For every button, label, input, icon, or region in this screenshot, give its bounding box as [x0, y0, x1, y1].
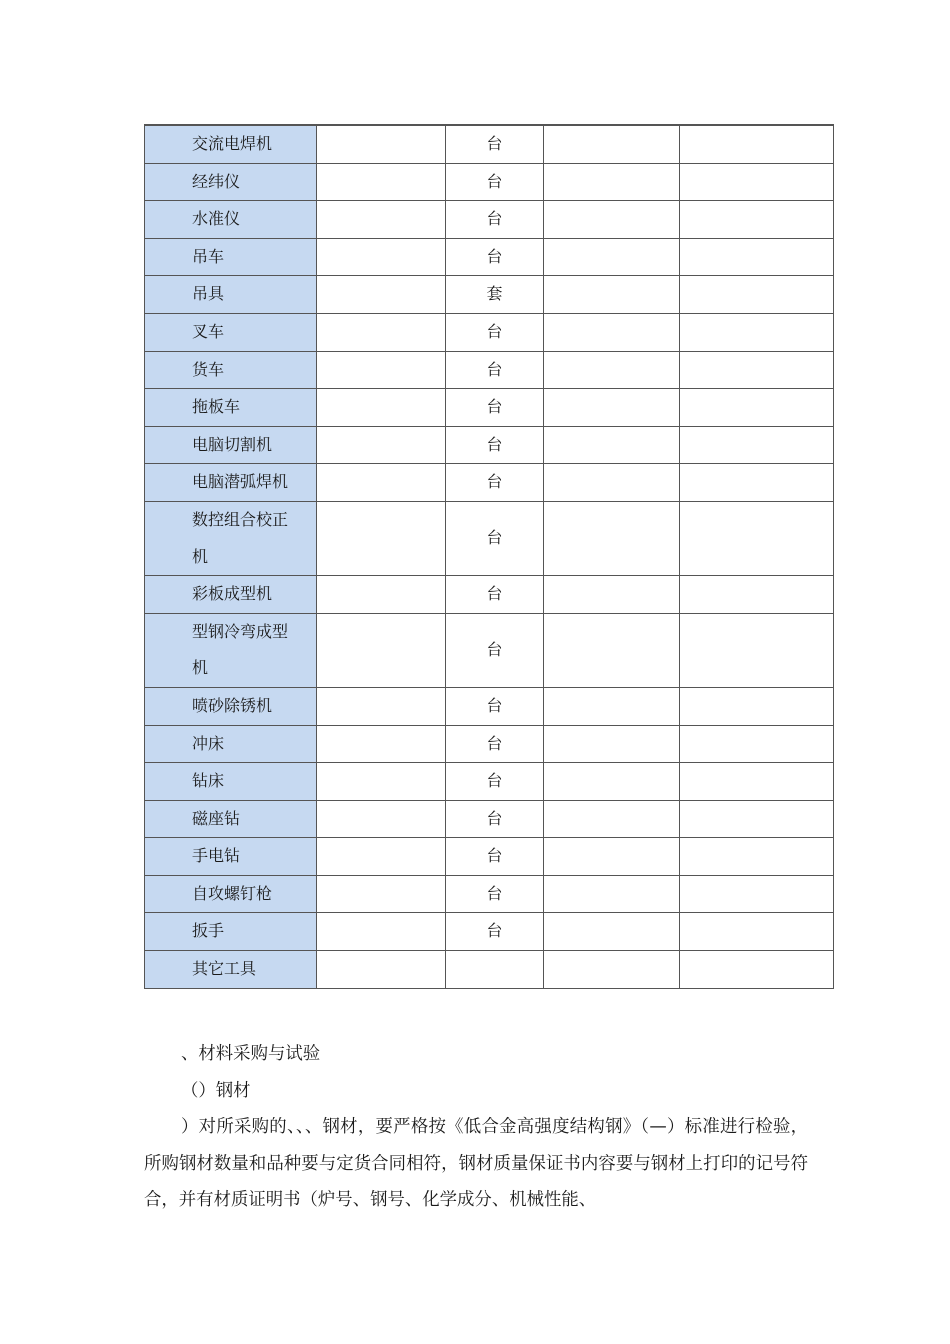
- equipment-name-cell: 吊具: [145, 276, 317, 314]
- spec-cell: [317, 163, 446, 201]
- remark-cell: [680, 201, 834, 239]
- unit-cell: 台: [446, 389, 544, 427]
- unit-cell: 台: [446, 875, 544, 913]
- remark-cell: [680, 800, 834, 838]
- equipment-name-cell: 其它工具: [145, 951, 317, 989]
- remark-cell: [680, 464, 834, 502]
- quantity-cell: [544, 800, 680, 838]
- table-row: [145, 951, 834, 989]
- table-row: [145, 126, 834, 164]
- spec-cell: [317, 800, 446, 838]
- remark-cell: [680, 838, 834, 876]
- unit-cell: 台: [446, 725, 544, 763]
- equipment-name-cell: 数控组合校正机: [145, 501, 317, 575]
- unit-cell: 台: [446, 913, 544, 951]
- table-row: [145, 838, 834, 876]
- unit-cell: 台: [446, 763, 544, 801]
- quantity-cell: [544, 426, 680, 464]
- unit-cell: 台: [446, 838, 544, 876]
- remark-cell: [680, 426, 834, 464]
- table-row: [145, 875, 834, 913]
- unit-cell: 台: [446, 351, 544, 389]
- equipment-table-body: [145, 125, 834, 989]
- table-row: [145, 763, 834, 801]
- equipment-name-cell: 扳手: [145, 913, 317, 951]
- quantity-cell: [544, 763, 680, 801]
- equipment-name-cell: 型钢冷弯成型机: [145, 613, 317, 687]
- table-row: [145, 913, 834, 951]
- equipment-name-cell: 交流电焊机: [145, 126, 317, 164]
- equipment-name-cell: 钻床: [145, 763, 317, 801]
- remark-cell: [680, 313, 834, 351]
- quantity-cell: [544, 276, 680, 314]
- remark-cell: [680, 576, 834, 614]
- quantity-cell: [544, 875, 680, 913]
- equipment-name-cell: 手电钻: [145, 838, 317, 876]
- section-heading: 、材料采购与试验: [181, 1044, 321, 1064]
- quantity-cell: [544, 238, 680, 276]
- table-row: [145, 426, 834, 464]
- equipment-name-cell: 冲床: [145, 725, 317, 763]
- remark-cell: [680, 351, 834, 389]
- equipment-name-cell: 喷砂除锈机: [145, 687, 317, 725]
- unit-cell: 台: [446, 687, 544, 725]
- spec-cell: [317, 913, 446, 951]
- table-row: [145, 276, 834, 314]
- table-row: [145, 201, 834, 239]
- remark-cell: [680, 613, 834, 687]
- table-row: [145, 238, 834, 276]
- remark-cell: [680, 389, 834, 427]
- unit-cell: 台: [446, 800, 544, 838]
- table-row: [145, 351, 834, 389]
- body-text: [144, 1036, 808, 1219]
- subsection-heading: （）钢材: [181, 1080, 251, 1101]
- quantity-cell: [544, 613, 680, 687]
- unit-cell: 台: [446, 464, 544, 502]
- equipment-name-cell: 经纬仪: [145, 163, 317, 201]
- remark-cell: [680, 276, 834, 314]
- unit-cell: 台: [446, 201, 544, 239]
- table-row: [145, 389, 834, 427]
- equipment-name-cell: 磁座钻: [145, 800, 317, 838]
- quantity-cell: [544, 351, 680, 389]
- quantity-cell: [544, 163, 680, 201]
- quantity-cell: [544, 838, 680, 876]
- remark-cell: [680, 725, 834, 763]
- spec-cell: [317, 763, 446, 801]
- unit-cell: 台: [446, 576, 544, 614]
- remark-cell: [680, 238, 834, 276]
- spec-cell: [317, 687, 446, 725]
- quantity-cell: [544, 576, 680, 614]
- remark-cell: [680, 951, 834, 989]
- spec-cell: [317, 276, 446, 314]
- equipment-name-cell: 水准仪: [145, 201, 317, 239]
- unit-cell: 台: [446, 163, 544, 201]
- table-row: [145, 725, 834, 763]
- equipment-name-cell: 货车: [145, 351, 317, 389]
- spec-cell: [317, 389, 446, 427]
- unit-cell: 台: [446, 613, 544, 687]
- equipment-table: [144, 124, 834, 989]
- spec-cell: [317, 725, 446, 763]
- remark-cell: [680, 763, 834, 801]
- equipment-name-cell: 彩板成型机: [145, 576, 317, 614]
- table-row: [145, 576, 834, 614]
- spec-cell: [317, 351, 446, 389]
- quantity-cell: [544, 464, 680, 502]
- spec-cell: [317, 464, 446, 502]
- unit-cell: 台: [446, 426, 544, 464]
- spec-cell: [317, 501, 446, 575]
- unit-cell: 套: [446, 276, 544, 314]
- equipment-name-cell: 电脑潜弧焊机: [145, 464, 317, 502]
- spec-cell: [317, 126, 446, 164]
- quantity-cell: [544, 725, 680, 763]
- remark-cell: [680, 913, 834, 951]
- quantity-cell: [544, 951, 680, 989]
- spec-cell: [317, 201, 446, 239]
- quantity-cell: [544, 389, 680, 427]
- remark-cell: [680, 163, 834, 201]
- table-row: [145, 687, 834, 725]
- table-row: [145, 501, 834, 575]
- quantity-cell: [544, 913, 680, 951]
- quantity-cell: [544, 313, 680, 351]
- spec-cell: [317, 576, 446, 614]
- unit-cell: 台: [446, 313, 544, 351]
- spec-cell: [317, 313, 446, 351]
- remark-cell: [680, 501, 834, 575]
- remark-cell: [680, 875, 834, 913]
- spec-cell: [317, 951, 446, 989]
- table-row: [145, 163, 834, 201]
- spec-cell: [317, 426, 446, 464]
- unit-cell: [446, 951, 544, 989]
- spec-cell: [317, 875, 446, 913]
- spec-cell: [317, 238, 446, 276]
- quantity-cell: [544, 201, 680, 239]
- equipment-name-cell: 叉车: [145, 313, 317, 351]
- body-paragraph: ）对所采购的、、、钢材，要严格按《低合金高强度结构钢》（—）标准进行检验，所购钢材数量和品种要与定货合同相符，钢材质量保证书内容要与钢材上打印的记号符合，并有材质证明书（炉号、钢号、化学成分、机械性能、: [144, 1117, 808, 1211]
- unit-cell: 台: [446, 501, 544, 575]
- equipment-name-cell: 电脑切割机: [145, 426, 317, 464]
- quantity-cell: [544, 126, 680, 164]
- unit-cell: 台: [446, 126, 544, 164]
- spec-cell: [317, 613, 446, 687]
- unit-cell: 台: [446, 238, 544, 276]
- quantity-cell: [544, 687, 680, 725]
- table-row: [145, 613, 834, 687]
- equipment-name-cell: 拖板车: [145, 389, 317, 427]
- remark-cell: [680, 126, 834, 164]
- spec-cell: [317, 838, 446, 876]
- quantity-cell: [544, 501, 680, 575]
- remark-cell: [680, 687, 834, 725]
- table-row: [145, 464, 834, 502]
- equipment-name-cell: 自攻螺钉枪: [145, 875, 317, 913]
- table-row: [145, 800, 834, 838]
- table-row: [145, 313, 834, 351]
- equipment-name-cell: 吊车: [145, 238, 317, 276]
